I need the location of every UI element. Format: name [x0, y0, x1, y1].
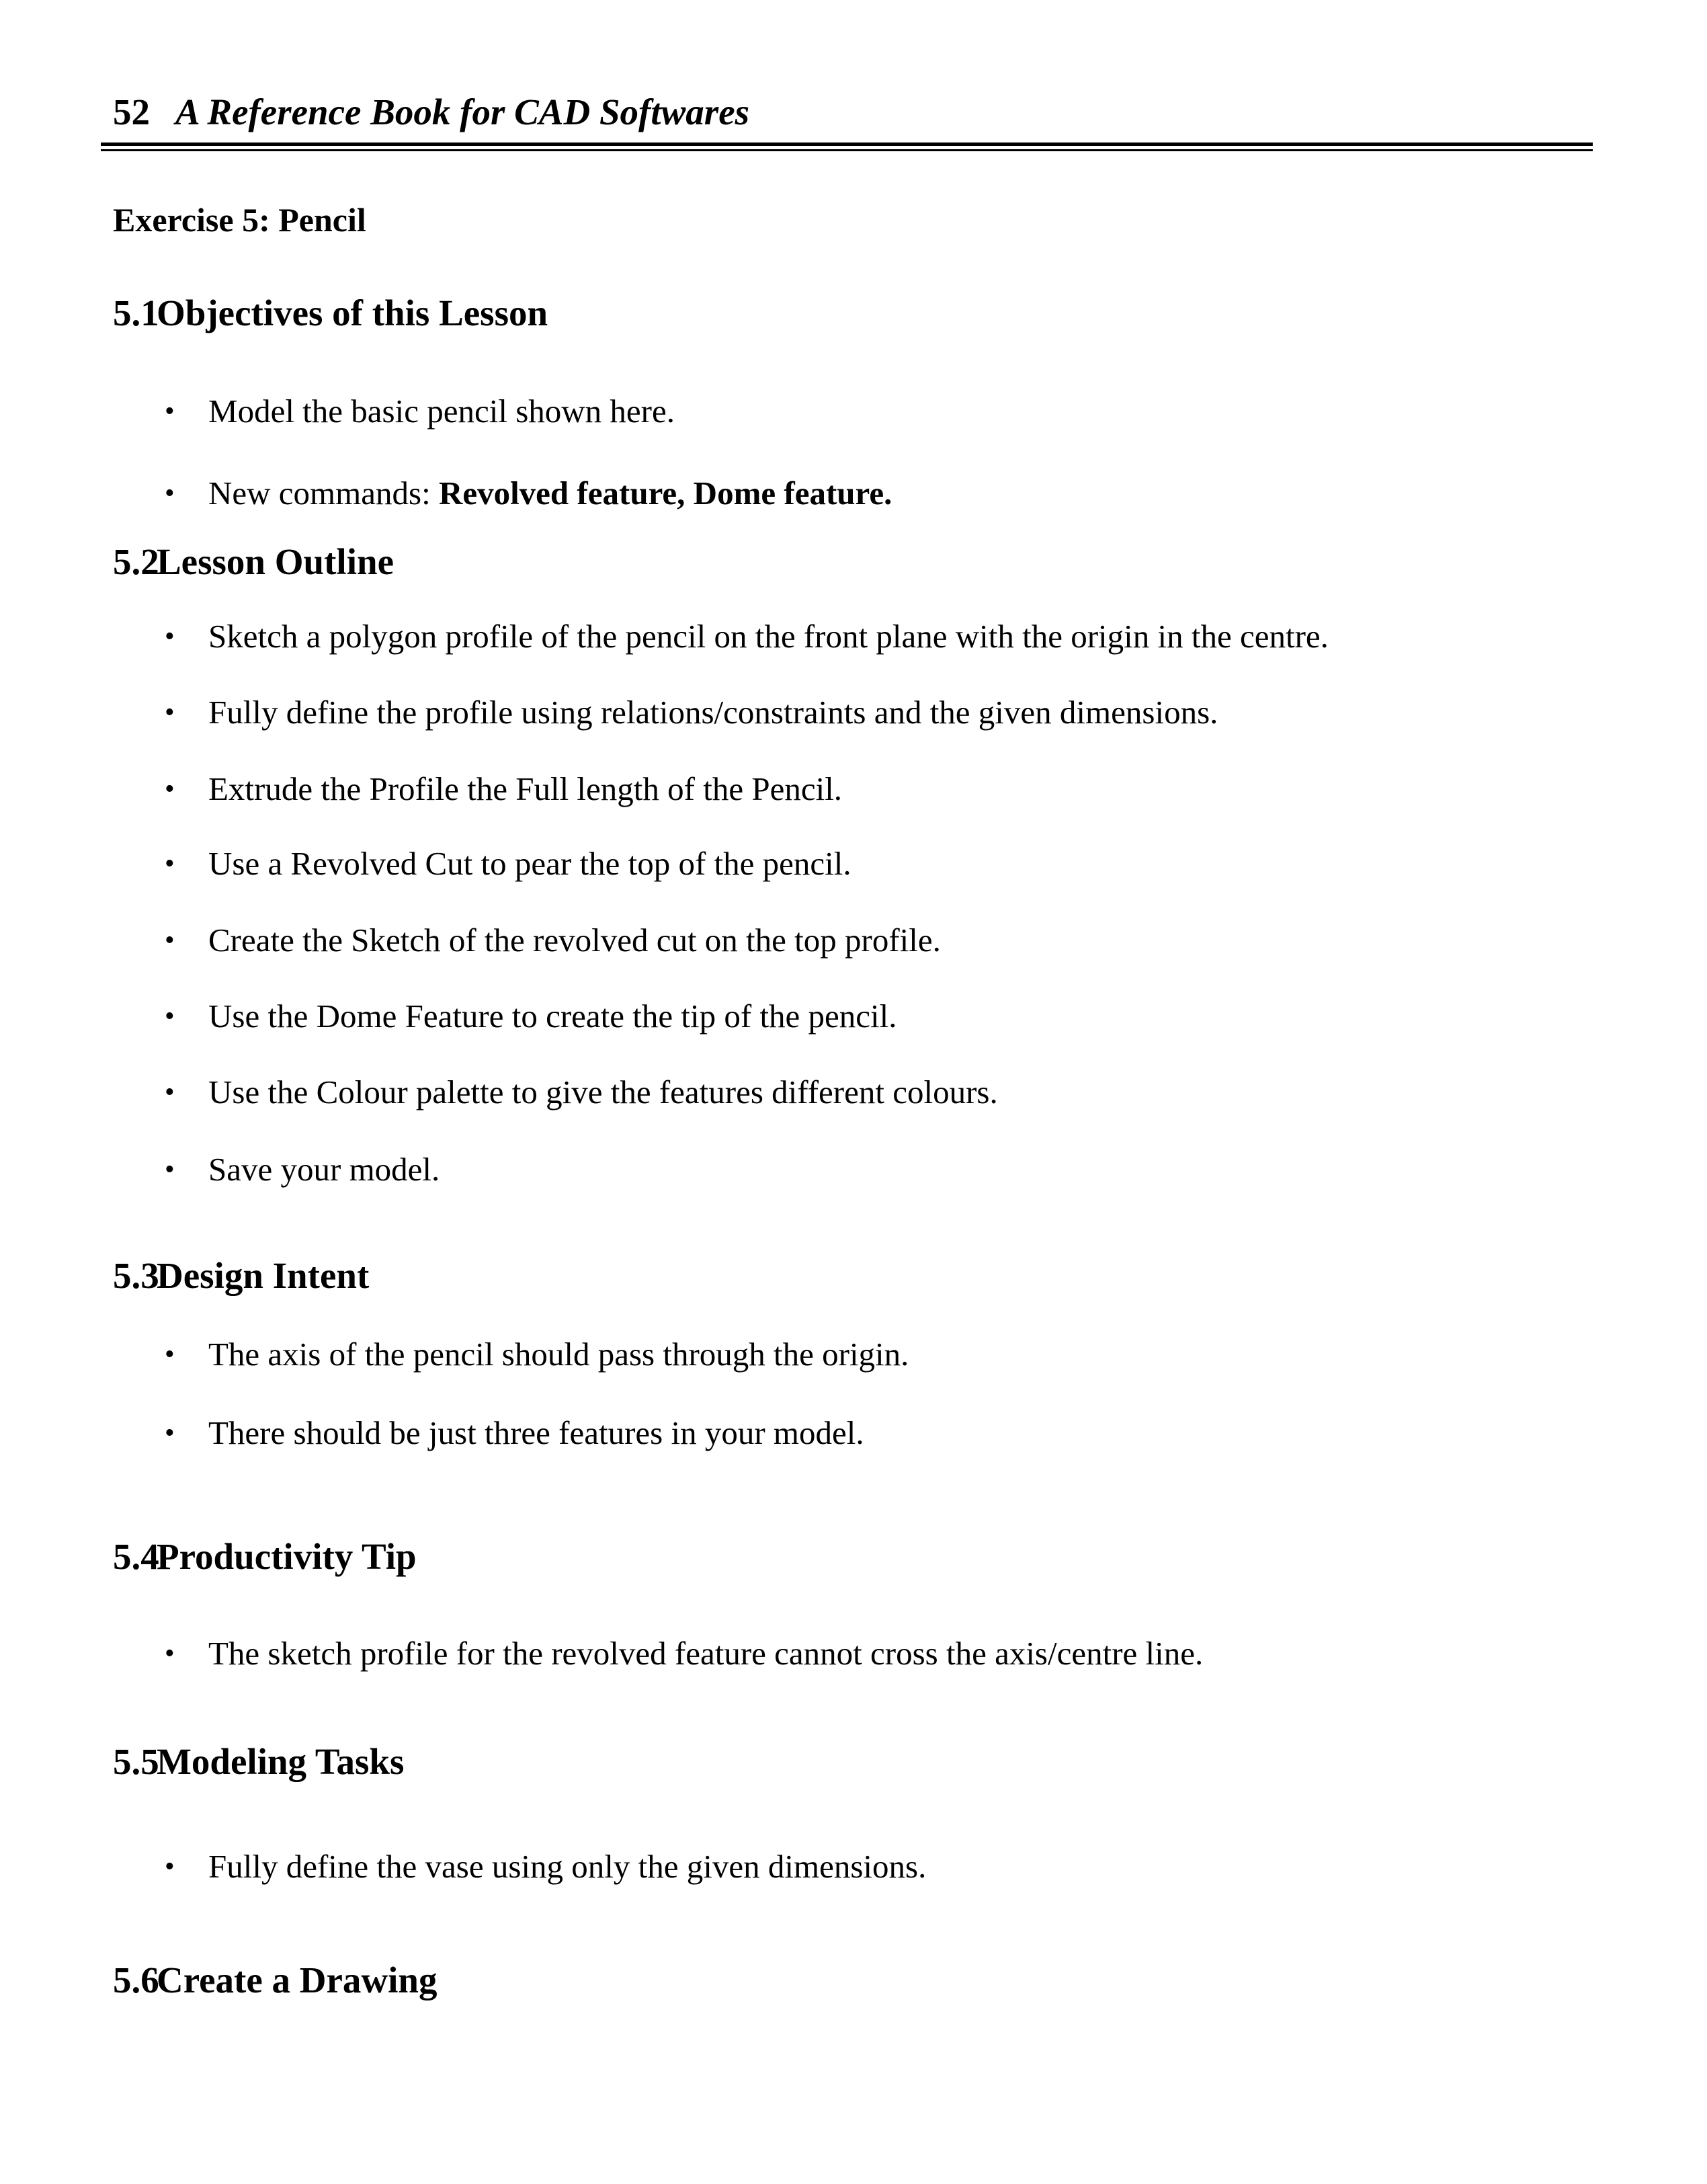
- bullet-item: [113, 845, 1593, 883]
- bullet-item: [113, 1151, 1593, 1188]
- header-rule: [101, 143, 1593, 151]
- bullet-icon: •: [165, 1077, 175, 1108]
- section-heading-5-4: [113, 1535, 1593, 1578]
- bullet-icon: •: [165, 1001, 175, 1032]
- bullet-item: [113, 694, 1593, 731]
- bullet-item: [113, 770, 1593, 808]
- section-title: Design Intent: [157, 1255, 370, 1296]
- bullet-text: There should be just three features in your model.: [208, 1414, 864, 1451]
- section-title: Objectives of this Lesson: [157, 292, 548, 333]
- section-number: 5.2: [113, 541, 159, 582]
- section-heading-5-5: [113, 1740, 1593, 1783]
- section-heading-5-6: [113, 1959, 1593, 2002]
- exercise-title: Exercise 5: Pencil: [113, 201, 366, 239]
- bullet-icon: •: [165, 396, 175, 427]
- section-title: Create a Drawing: [157, 1959, 438, 2000]
- bullet-text-bold: Revolved feature, Dome feature.: [438, 475, 892, 512]
- bullet-icon: •: [165, 774, 175, 805]
- bullet-text: The axis of the pencil should pass through the origin.: [208, 1336, 909, 1373]
- bullet-text: Save your model.: [208, 1151, 440, 1188]
- bullet-text: Extrude the Profile the Full length of the Pencil.: [208, 770, 843, 807]
- section-title: Modeling Tasks: [157, 1741, 405, 1782]
- section-number: 5.4: [113, 1536, 159, 1577]
- section-number: 5.1: [113, 292, 159, 333]
- bullet-icon: •: [165, 478, 175, 509]
- bullet-item: [113, 1074, 1593, 1111]
- bullet-text-regular: New commands:: [208, 475, 439, 512]
- bullet-item: [113, 475, 1593, 512]
- section-title: Lesson Outline: [157, 541, 394, 582]
- page-header: [113, 91, 1593, 134]
- bullet-icon: •: [165, 848, 175, 879]
- bullet-text: Use the Colour palette to give the features different colours.: [208, 1074, 998, 1110]
- bullet-text: Sketch a polygon profile of the pencil on the front plane with the origin in the centre.: [208, 618, 1329, 655]
- bullet-icon: •: [165, 1638, 175, 1669]
- bullet-text: Use a Revolved Cut to pear the top of the pencil.: [208, 845, 851, 882]
- section-title: Productivity Tip: [157, 1536, 417, 1577]
- bullet-text: [208, 475, 1593, 512]
- bullet-item: [113, 1848, 1593, 1886]
- page-number: 52: [113, 91, 150, 132]
- section-number: 5.5: [113, 1741, 159, 1782]
- bullet-item: [113, 922, 1593, 959]
- section-number: 5.3: [113, 1255, 159, 1296]
- bullet-text: Model the basic pencil shown here.: [208, 393, 675, 430]
- bullet-icon: •: [165, 925, 175, 956]
- section-heading-5-3: [113, 1254, 1593, 1297]
- bullet-item: [113, 1414, 1593, 1452]
- bullet-text: Use the Dome Feature to create the tip of the pencil.: [208, 998, 897, 1035]
- section-heading-5-2: [113, 540, 1593, 583]
- bullet-text: Create the Sketch of the revolved cut on the top profile.: [208, 922, 941, 959]
- bullet-icon: •: [165, 697, 175, 728]
- bullet-icon: •: [165, 1418, 175, 1449]
- running-title: A Reference Book for CAD Softwares: [175, 91, 750, 132]
- bullet-item: [113, 1336, 1593, 1373]
- bullet-item: [113, 393, 1593, 430]
- bullet-item: [113, 618, 1593, 655]
- bullet-item: [113, 1635, 1593, 1672]
- bullet-text: The sketch profile for the revolved feature cannot cross the axis/centre line.: [208, 1635, 1204, 1672]
- bullet-item: [113, 998, 1593, 1035]
- bullet-icon: •: [165, 621, 175, 652]
- bullet-text: Fully define the vase using only the given dimensions.: [208, 1848, 927, 1885]
- bullet-icon: •: [165, 1154, 175, 1185]
- section-number: 5.6: [113, 1959, 159, 2000]
- section-heading-5-1: [113, 292, 1593, 335]
- bullet-icon: •: [165, 1339, 175, 1370]
- bullet-icon: •: [165, 1851, 175, 1882]
- bullet-text: Fully define the profile using relations/constraints and the given dimensions.: [208, 694, 1218, 731]
